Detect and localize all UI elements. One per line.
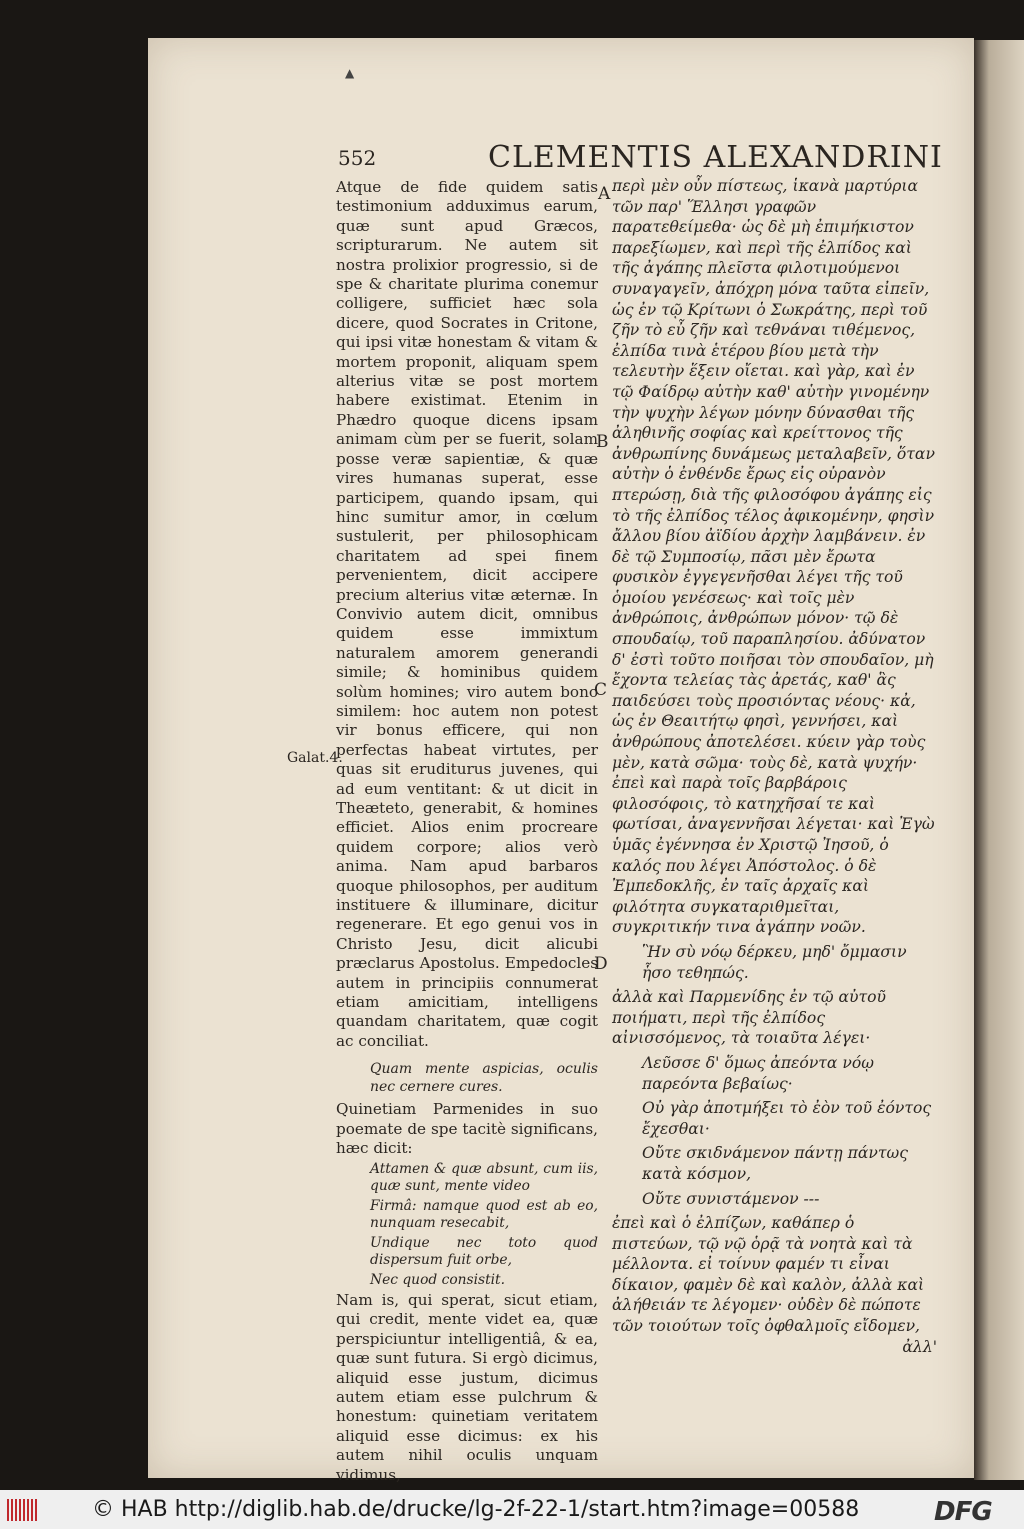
greek-paragraph: ἐπεὶ καὶ ὁ ἐλπίζων, καθάπερ ὁ πιστεύων, τῷ νῷ ὁρᾷ τὰ νοητὰ καὶ τὰ μέλλοντα. εἰ τοίνυν φαμέν τι εἶναι δίκαιον, φαμὲν δὲ καὶ καλὸν, ἀλλὰ καὶ ἀλήθειάν τε λέγομεν· οὐδὲν δὲ πώποτε τῶν τοιούτων τοῖς ὀφθαλμοῖς εἴδομεν, [612,1214,925,1336]
latin-verse: Attamen & quæ absunt, cum iis, quæ sunt, mente video [370,1160,598,1194]
hab-logo-icon [6,1497,40,1527]
marker-d: D [594,954,608,974]
latin-paragraph: Nam is, qui sperat, sicut etiam, qui credit, mente videt ea, quæ perspiciuntur intelligentiâ, & ea, quæ sunt futura. Si ergò dicimus, aliquid esse justum, dicimus autem etiam esse pulchrum & honestum: quinetiam veritatem aliquid esse dicimus: ex his autem nihil oculis unquam vidimus, [336,1291,598,1484]
latin-verse: Nec quod consistit. [370,1271,505,1288]
greek-verse: Ἣν σὺ νόῳ δέρκευ, μηδ' ὄμμασιν ἧσο τεθηπώς. [642,942,907,982]
greek-paragraph: περὶ μὲν οὖν πίστεως, ἱκανὰ μαρτύρια τῶν παρ' Ἕλλησι γραφῶν παρατεθείμεθα· ὡς δὲ μὴ ἐπιμήκιστον παρεξίωμεν, καὶ περὶ τῆς ἐλπίδος καὶ τῆς ἀγάπης πλεῖστα φιλοτιμούμενοι συναγαγεῖν, ἀπόχρη μόνα ταῦτα εἰπεῖν, ὡς ἐν τῷ Κρίτωνι ὁ Σωκράτης, περὶ τοῦ ζῆν τὸ εὖ ζῆν καὶ τεθνάναι τιθέμενος, ἐλπίδα τινὰ ἑτέρου βίου μετὰ τὴν τελευτὴν ἕξειν οἴεται. καὶ γὰρ, καὶ ἐν τῷ Φαίδρῳ αὐτὴν καθ' αὑτὴν γινομένην τὴν ψυχὴν λέγων μόνην δύνασθαι τῆς ἀληθινῆς σοφίας καὶ κρείττονος τῆς ἀνθρωπίνης δυνάμεως μεταλαβεῖν, ὅταν αὐτὴν ὁ ἐνθένδε ἔρως εἰς οὐρανὸν πτερώσῃ, διὰ τῆς φιλοσόφου ἀγάπης εἰς τὸ τῆς ἐλπίδος τέλος ἀφικομένην, φησὶν ἄλλου βίου ἀϊδίου ἀρχὴν λαμβάνειν. ἐν δὲ τῷ Συμποσίῳ, πᾶσι μὲν ἔρωτα φυσικὸν ἐγγεγενῆσθαι λέγει τῆς τοῦ ὁμοίου γενέσεως· καὶ τοῖς μὲν ἀνθρώποις, ἀνθρώπων μόνον· τῷ δὲ σπουδαίῳ, τοῦ παραπλησίου. ἀδύνατον δ' ἐστὶ τοῦτο ποιῆσαι τὸν σπουδαῖον, μὴ ἔχοντα τελείας τὰς ἀρετάς, καθ' ἃς παιδεύσει τοὺς προσιόντας νέους· κἀ, ὡς ἐν Θεαιτήτῳ φησὶ, γεννήσει, καὶ ἀνθρώπους ἀποτελέσει. κύειν γὰρ τοὺς μὲν, κατὰ σῶμα· τοὺς δὲ, κατὰ ψυχήν· ἐπεὶ καὶ παρὰ τοῖς βαρβάροις φιλοσόφοις, τὸ κατηχῆσαί τε καὶ φωτίσαι, ἀναγεννῆσαι λέγεται· καὶ Ἐγὼ ὑμᾶς ἐγέννησα ἐν Χριστῷ Ἰησοῦ, ὁ καλός που λέγει Ἀπόστολος. ὁ δὲ Ἐμπεδοκλῆς, ἐν ταῖς ἀρχαῖς καὶ φιλότητα συγκαταριθμεῖται, συγκριτικήν τινα ἀγάπην νοῶν. [612,177,935,937]
latin-paragraph: Atque de fide quidem satis testimonium adduximus earum, quæ sunt apud Græcos, scripturarum. Ne autem sit nostra prolixior progressio, si de spe & charitate plurima conemur colligere, sufficiet hæc sola dicere, quod Socrates in Critone, qui ipsi vitæ honestam & vitam & mortem proponit, aliquam spem alterius vitæ se post mortem habere existimat. Etenim in Phædro quoque dicens ipsam animam cùm per se fuerit, solam posse veræ sapientiæ, & quæ vires humanas superat, esse participem, quando ipsam, qui hinc sumitur amor, in cœlum sustulerit, per philosophicam charitatem ad spei finem pervenientem, dicit accipere precium alterius vitæ æternæ. In Convivio autem dicit, omnibus quidem esse immixtum naturalem amorem generandi simile; & hominibus quidem solùm homines; viro autem bono similem: hoc autem non potest vir bonus efficere, qui non perfectas habeat virtutes, per quas sit eruditurus juvenes, qui ad eum ventitant: & ut dicit in Theæteto, generabit, & homines efficiet. Alios enim procreare quidem corpore; alios verò anima. Nam apud barbaros quoque philosophos, per auditum instituere & illuminare, dicitur regenerare. Et ego genui vos in Christo Jesu, dicit alicubi præclarus Apostolus. Empedocles autem in principiis connumerat etiam amicitiam, intelligens quandam charitatem, quæ cogit ac conciliat. [336,178,598,1050]
footer-url-link[interactable]: © HAB http://diglib.hab.de/drucke/lg-2f-22-1/start.htm?image=00588 [92,1497,860,1522]
marker-c: C [594,680,608,700]
latin-paragraph: Quinetiam Parmenides in suo poemate de spe tacitè significans, hæc dicit: [336,1100,598,1158]
greek-paragraph: ἀλλὰ καὶ Παρμενίδης ἐν τῷ αὐτοῦ ποιήματι, περὶ τῆς ἐλπίδος αἰνισσόμενος, τὰ τοιαῦτα λέγει· [612,988,887,1048]
latin-verse: Quam mente aspicias, oculis nec cernere cures. [370,1061,598,1095]
next-page-edge [974,40,1024,1480]
dfg-logo: DFG [934,1497,992,1527]
greek-column [612,176,937,1357]
latin-verse: Firmâ: namque quod est ab eo, nunquam resecabit, [370,1197,598,1231]
latin-verse: Undique nec toto quod dispersum fuit orbe, [370,1234,598,1268]
greek-verse: Λεῦσσε δ' ὅμως ἀπεόντα νόῳ παρεόντα βεβαίως· [642,1053,874,1093]
greek-verse: Οὔτε σκιδνάμενον πάντῃ πάντως κατὰ κόσμον, [642,1144,908,1183]
page-number: 552 [338,146,377,170]
running-head: CLEMENTIS ALEXANDRINI [488,140,943,175]
latin-column [336,178,598,1485]
catchword: ἀλλ' [902,1337,937,1356]
margin-note: Galat.4. [287,750,343,766]
footer-bar [0,1490,1024,1529]
marker-a: A [598,184,611,204]
corner-mark: ▲ [345,66,355,80]
greek-verse: Οὔτε συνιστάμενον --- [642,1189,820,1208]
marker-b: B [596,432,609,452]
greek-verse: Οὐ γὰρ ἀποτμήξει τὸ ἐὸν τοῦ ἐόντος ἔχεσθαι· [642,1099,932,1138]
